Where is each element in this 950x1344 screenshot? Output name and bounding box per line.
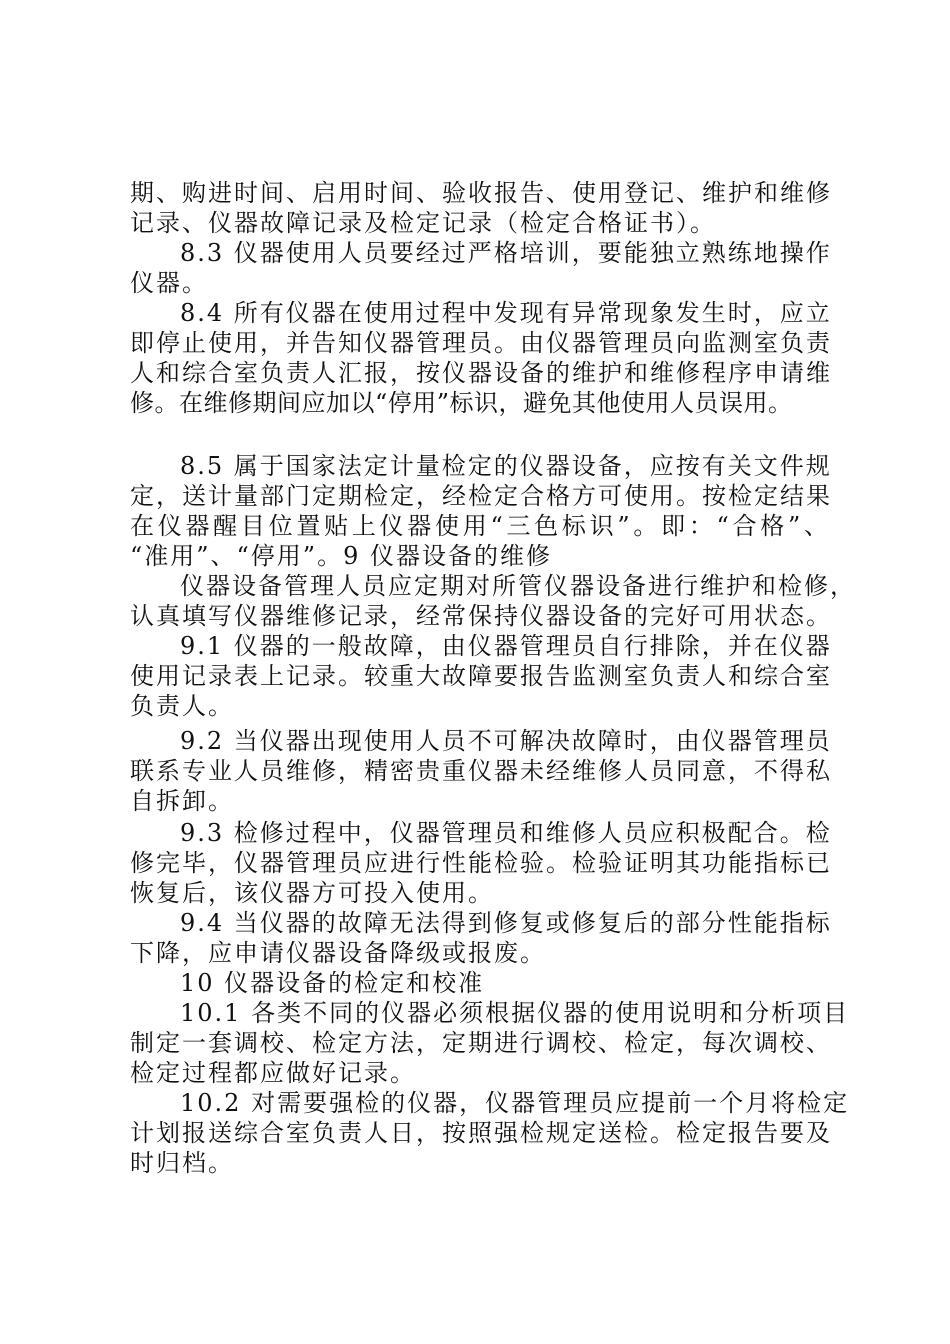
section-10-heading: 10 仪器设备的检定和校准 [180,969,485,997]
paragraph-9-intro: 仪器设备管理人员应定期对所管仪器设备进行维护和检修， [180,572,856,600]
paragraph-9-2: 9.2 当仪器出现使用人员不可解决故障时，由仪器管理员 [180,727,832,755]
text-line: 人和综合室负责人汇报，按仪器设备的维护和维修程序申请维 [130,359,832,387]
text-line: 在仪器醒目位置贴上仪器使用“三色标识”。即：“合格”、 [130,512,830,540]
paragraph-10-2: 10.2 对需要强检的仪器，仪器管理员应提前一个月将检定 [180,1089,850,1117]
text-line: 修完毕，仪器管理员应进行性能检验。检验证明其功能指标已 [130,849,832,877]
text-line: 时归档。 [130,1149,234,1177]
text-line: 使用记录表上记录。较重大故障要报告监测室负责人和综合室 [130,662,832,690]
text-line: 制定一套调校、检定方法，定期进行调校、检定，每次调校、 [130,1029,832,1057]
text-line: 记录、仪器故障记录及检定记录（检定合格证书）。 [130,209,716,237]
paragraph-9-1: 9.1 仪器的一般故障，由仪器管理员自行排除，并在仪器 [180,632,832,660]
text-line: 认真填写仪器维修记录，经常保持仪器设备的完好可用状态。 [130,602,832,630]
text-line: 修。在维修期间应加以“停用”标识，避免其他使用人员误用。 [130,389,793,417]
text-line: 计划报送综合室负责人日，按照强检规定送检。检定报告要及 [130,1119,832,1147]
paragraph-8-3: 8.3 仪器使用人员要经过严格培训，要能独立熟练地操作 [180,239,832,267]
text-line: 仪器。 [130,269,208,297]
text-line: 检定过程都应做好记录。 [130,1059,416,1087]
paragraph-9-3: 9.3 检修过程中，仪器管理员和维修人员应积极配合。检 [180,819,832,847]
text-line: 期、购进时间、启用时间、验收报告、使用登记、维护和维修 [130,179,832,207]
text-line: 定，送计量部门定期检定，经检定合格方可使用。按检定结果 [130,482,832,510]
text-line: 恢复后，该仪器方可投入使用。 [130,879,494,907]
text-line: 下降，应申请仪器设备降级或报废。 [130,939,546,967]
paragraph-8-4: 8.4 所有仪器在使用过程中发现有异常现象发生时，应立 [180,299,832,327]
text-line: 即停止使用，并告知仪器管理员。由仪器管理员向监测室负责 [130,329,832,357]
section-9-heading: “准用”、“停用”。9 仪器设备的维修 [130,542,552,570]
paragraph-10-1: 10.1 各类不同的仪器必须根据仪器的使用说明和分析项目 [180,999,850,1027]
text-line: 联系专业人员维修，精密贵重仪器未经维修人员同意，不得私 [130,757,832,785]
paragraph-8-5: 8.5 属于国家法定计量检定的仪器设备，应按有关文件规 [180,452,832,480]
paragraph-9-4: 9.4 当仪器的故障无法得到修复或修复后的部分性能指标 [180,909,832,937]
text-line: 负责人。 [130,692,234,720]
text-line: 自拆卸。 [130,787,234,815]
